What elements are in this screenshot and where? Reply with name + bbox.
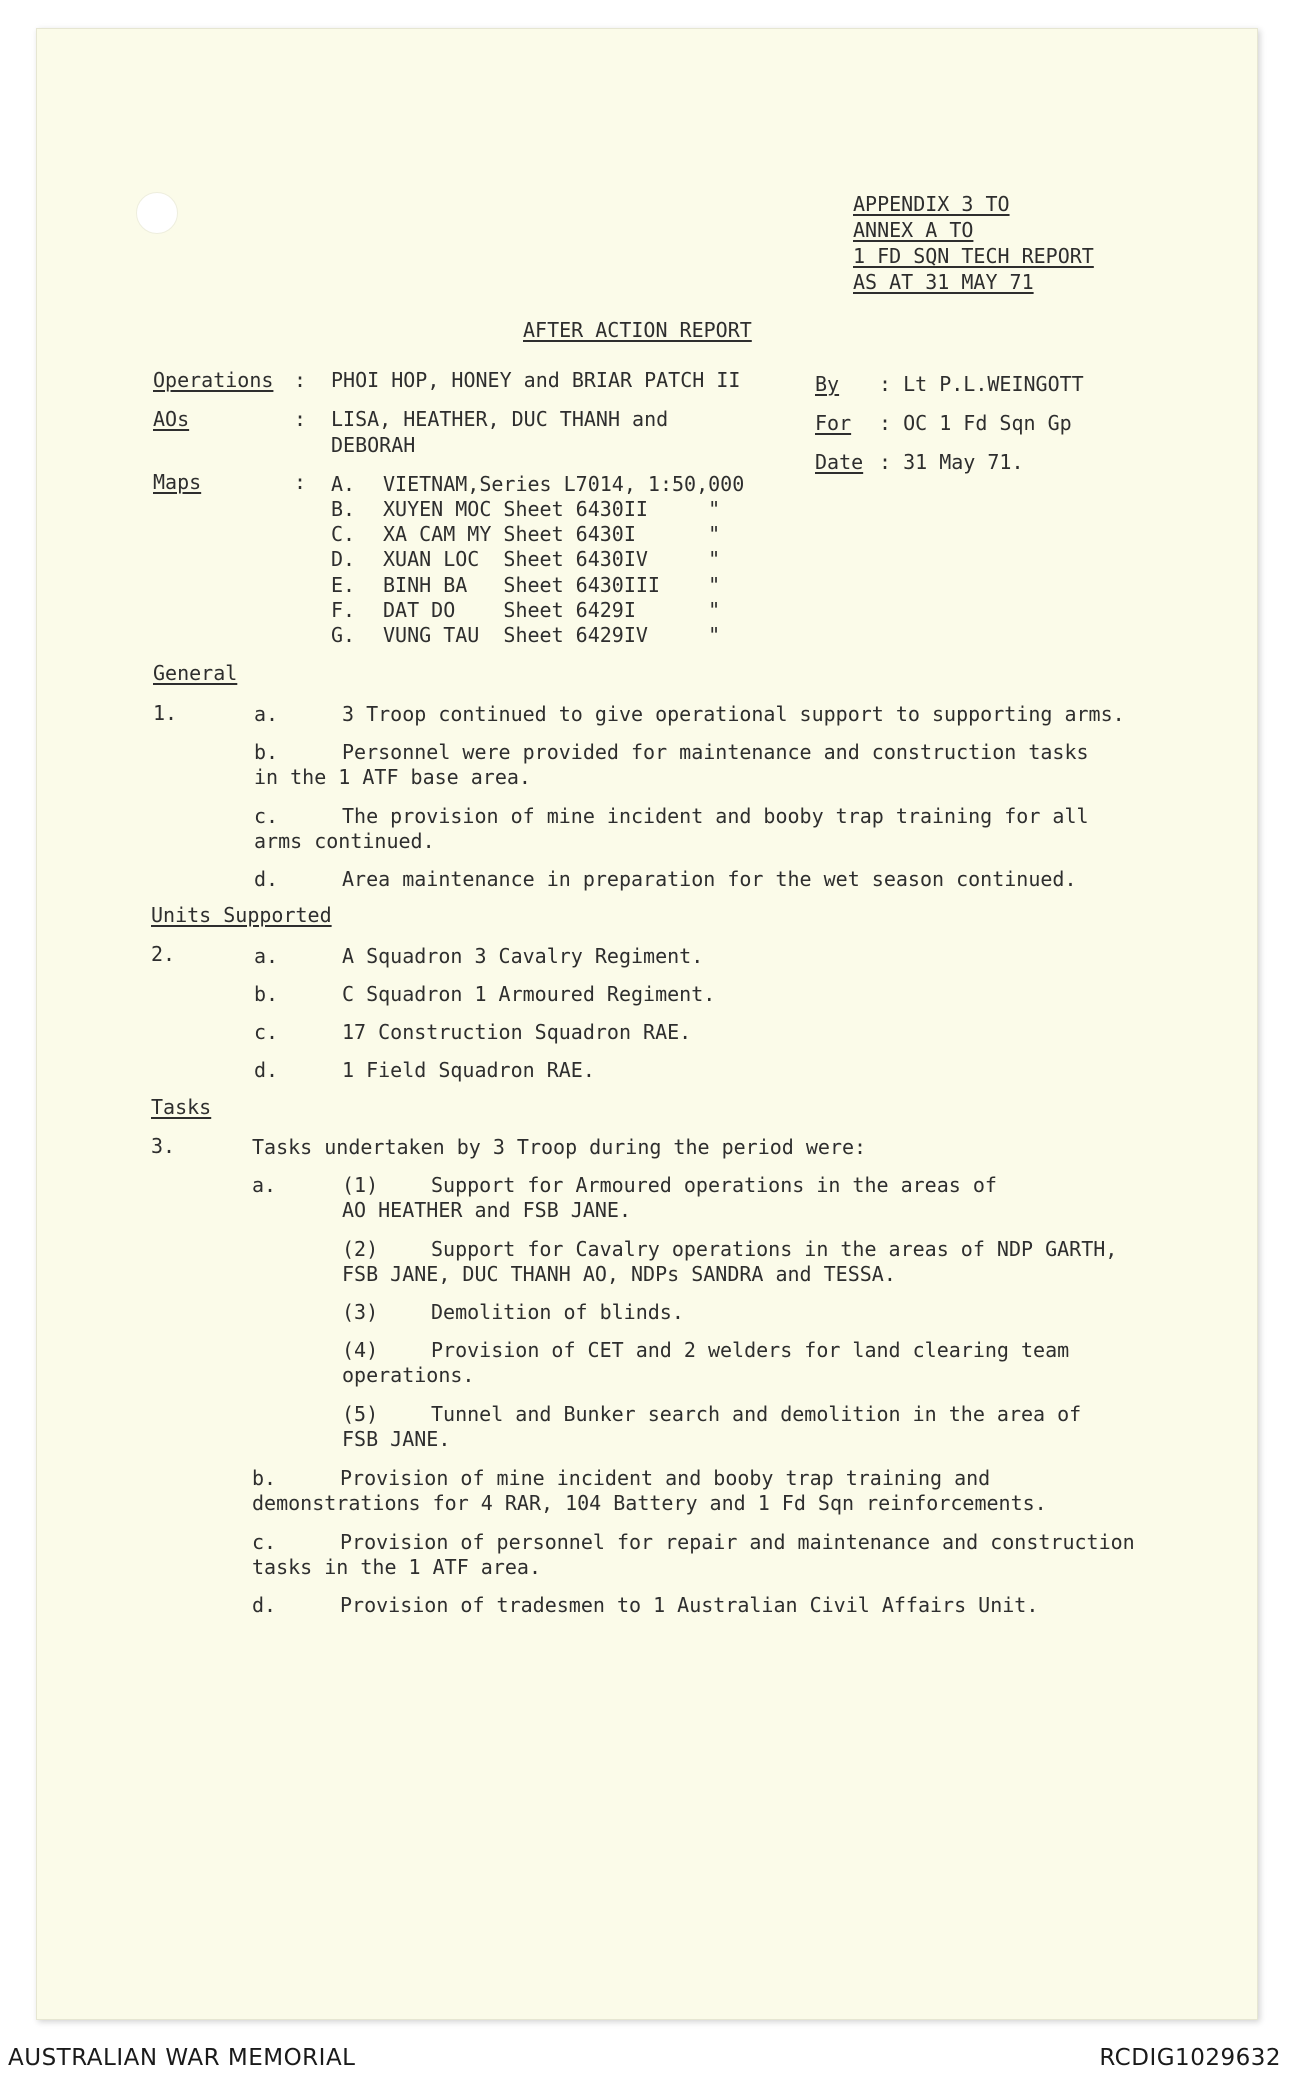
task-sub-4: Provision of CET and 2 welders for land clearing team — [431, 1338, 1070, 1362]
for-value: : OC 1 Fd Sqn Gp — [879, 411, 1072, 435]
paragraph-number: 3. — [151, 1134, 176, 1158]
units-item-c: 17 Construction Squadron RAE. — [342, 1020, 692, 1044]
date-label: Date — [815, 450, 864, 474]
map-item: BINH BA Sheet 6430III " — [383, 573, 721, 597]
units-item-a: A Squadron 3 Cavalry Regiment. — [342, 944, 704, 968]
task-item-b: Provision of mine incident and booby trap training and — [340, 1466, 991, 1490]
sub-item-number: (2) — [342, 1237, 379, 1261]
footer-record-id: RCDIG1029632 — [1099, 2045, 1281, 2071]
paragraph-number: 1. — [153, 701, 178, 725]
sub-item-number: (5) — [342, 1402, 379, 1426]
general-item-b-cont: in the 1 ATF base area. — [254, 765, 531, 789]
item-letter: d. — [254, 867, 279, 891]
sub-item-number: (1) — [342, 1173, 379, 1197]
units-item-b: C Squadron 1 Armoured Regiment. — [342, 982, 716, 1006]
section-heading-units: Units Supported — [151, 903, 332, 927]
punch-hole — [136, 192, 178, 234]
maps-sep: : — [294, 470, 307, 494]
map-letter: D. — [331, 547, 356, 571]
map-letter: B. — [331, 497, 356, 521]
task-item-b-cont: demonstrations for 4 RAR, 104 Battery and 1 Fd Sqn reinforcements. — [252, 1491, 1047, 1515]
map-letter: G. — [331, 623, 356, 647]
item-letter: d. — [252, 1593, 277, 1617]
task-sub-2: Support for Cavalry operations in the areas of NDP GARTH, — [431, 1237, 1118, 1261]
item-letter: d. — [254, 1058, 279, 1082]
operations-sep: : — [294, 368, 307, 392]
date-value: : 31 May 71. — [879, 450, 1024, 474]
task-item-d: Provision of tradesmen to 1 Australian Civil Affairs Unit. — [340, 1593, 1039, 1617]
map-item: XUAN LOC Sheet 6430IV " — [383, 547, 721, 571]
appendix-line-4: AS AT 31 MAY 71 — [853, 270, 1034, 294]
general-item-c-cont: arms continued. — [254, 829, 435, 853]
aos-label: AOs — [153, 407, 190, 431]
task-item-c-cont: tasks in the 1 ATF area. — [252, 1555, 541, 1579]
appendix-line-2: ANNEX A TO — [853, 218, 974, 242]
general-item-d: Area maintenance in preparation for the wet season continued. — [342, 867, 1077, 891]
sub-item-number: (3) — [342, 1300, 379, 1324]
general-item-b: Personnel were provided for maintenance and construction tasks — [342, 740, 1089, 764]
section-heading-tasks: Tasks — [151, 1095, 212, 1119]
map-letter: A. — [331, 472, 356, 496]
paragraph-number: 2. — [151, 942, 176, 966]
for-label: For — [815, 411, 852, 435]
item-letter: b. — [254, 982, 279, 1006]
by-value: : Lt P.L.WEINGOTT — [879, 372, 1084, 396]
item-letter: c. — [254, 1020, 279, 1044]
item-letter: c. — [252, 1530, 277, 1554]
units-item-d: 1 Field Squadron RAE. — [342, 1058, 595, 1082]
aos-sep: : — [294, 407, 307, 431]
task-sub-3: Demolition of blinds. — [431, 1300, 684, 1324]
map-item: XUYEN MOC Sheet 6430II " — [383, 497, 721, 521]
map-item: DAT DO Sheet 6429I " — [383, 598, 721, 622]
tasks-intro: Tasks undertaken by 3 Troop during the period were: — [252, 1135, 867, 1159]
map-letter: E. — [331, 573, 356, 597]
map-item: VUNG TAU Sheet 6429IV " — [383, 623, 721, 647]
appendix-line-1: APPENDIX 3 TO — [853, 192, 1010, 216]
item-letter: a. — [252, 1173, 277, 1197]
task-item-c: Provision of personnel for repair and maintenance and construction — [340, 1530, 1135, 1554]
sub-item-number: (4) — [342, 1338, 379, 1362]
map-item: VIETNAM,Series L7014, 1:50,000 — [383, 472, 745, 496]
task-sub-1-cont: AO HEATHER and FSB JANE. — [342, 1198, 631, 1222]
aos-value-1: LISA, HEATHER, DUC THANH and — [331, 407, 669, 431]
item-letter: b. — [254, 740, 279, 764]
operations-value: PHOI HOP, HONEY and BRIAR PATCH II — [331, 368, 741, 392]
by-label: By — [815, 372, 840, 396]
item-letter: a. — [254, 702, 279, 726]
general-item-a: 3 Troop continued to give operational support to supporting arms. — [342, 702, 1125, 726]
task-sub-4-cont: operations. — [342, 1363, 475, 1387]
item-letter: c. — [254, 804, 279, 828]
task-sub-5-cont: FSB JANE. — [342, 1427, 451, 1451]
task-sub-1: Support for Armoured operations in the areas of — [431, 1173, 997, 1197]
appendix-line-3: 1 FD SQN TECH REPORT — [853, 244, 1094, 268]
maps-label: Maps — [153, 470, 202, 494]
item-letter: a. — [254, 944, 279, 968]
task-sub-5: Tunnel and Bunker search and demolition in the area of — [431, 1402, 1082, 1426]
footer-archive-name: AUSTRALIAN WAR MEMORIAL — [8, 2045, 356, 2071]
section-heading-general: General — [153, 661, 238, 685]
operations-label: Operations — [153, 368, 274, 392]
aos-value-2: DEBORAH — [331, 433, 416, 457]
map-letter: F. — [331, 598, 356, 622]
general-item-c: The provision of mine incident and booby trap training for all — [342, 804, 1089, 828]
task-sub-2-cont: FSB JANE, DUC THANH AO, NDPs SANDRA and TESSA. — [342, 1262, 896, 1286]
map-item: XA CAM MY Sheet 6430I " — [383, 522, 721, 546]
document-title: AFTER ACTION REPORT — [523, 318, 752, 342]
map-letter: C. — [331, 522, 356, 546]
item-letter: b. — [252, 1466, 277, 1490]
